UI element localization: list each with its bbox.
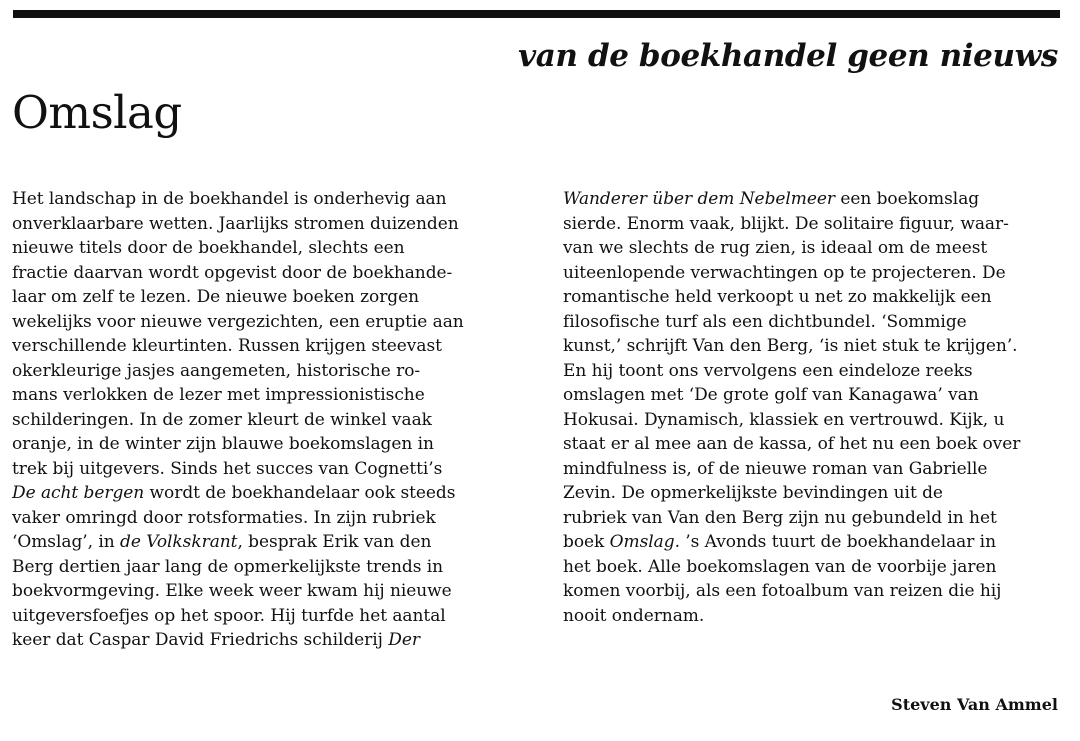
section-kicker: van de boekhandel geen nieuws: [518, 38, 1058, 74]
article-line: [12, 408, 532, 433]
article-line: [563, 481, 1073, 506]
article-line: [563, 383, 1073, 408]
article-line: [12, 187, 532, 212]
article-line: [563, 236, 1073, 261]
article-text: uiteenlopende verwachtingen op te projecteren. De: [563, 262, 1006, 283]
top-rule: [13, 10, 1060, 18]
article-line: [12, 334, 532, 359]
article-line: [12, 628, 532, 653]
article-text: . ’s Avonds tuurt de boekhandelaar in: [674, 532, 996, 552]
article-text: boekvormgeving. Elke week weer kwam hij nieuwe: [12, 581, 452, 601]
article-text: Het landschap in de boekhandel is onderhevig aan: [12, 189, 447, 209]
article-text: van we slechts de rug zien, is ideaal om de meest: [563, 238, 988, 258]
article-line: [563, 212, 1073, 237]
article-text: Zevin. De opmerkelijkste bevindingen uit de: [563, 483, 943, 503]
article-text: rubriek van Van den Berg zijn nu gebundeld in het: [563, 507, 997, 528]
article-line: [12, 555, 532, 580]
article-line: [563, 187, 1073, 212]
article-text: sierde. Enorm vaak, blijkt. De solitaire figuur, waar-: [563, 213, 1009, 234]
article-line: [563, 285, 1073, 310]
author-byline: Steven Van Ammel: [891, 695, 1058, 714]
article-line: [563, 359, 1073, 384]
article-text: verschillende kleurtinten. Russen krijgen steevast: [12, 336, 442, 356]
article-text: keer dat Caspar David Friedrichs schilderij: [12, 630, 389, 650]
article-line: [12, 359, 532, 384]
article-line: [563, 334, 1073, 359]
article-text: nieuwe titels door de boekhandel, slechts een: [12, 238, 405, 258]
article-column-left: [12, 187, 532, 653]
article-text: het boek. Alle boekomslagen van de voorbije jaren: [563, 556, 997, 577]
article-text: romantische held verkoopt u net zo makkelijk een: [563, 287, 992, 307]
article-text: trek bij uitgevers. Sinds het succes van Cognetti’s: [12, 458, 443, 479]
article-text: nooit ondernam.: [563, 605, 705, 626]
article-line: [12, 604, 532, 629]
article-text: kunst,’ schrijft Van den Berg, ‘is niet stuk te krijgen’.: [563, 336, 1018, 356]
article-text: mans verlokken de lezer met impressionistische: [12, 385, 425, 405]
article-line: [12, 432, 532, 457]
article-text: Hokusai. Dynamisch, klassiek en vertrouwd. Kijk, u: [563, 409, 1005, 430]
article-line: [563, 261, 1073, 286]
article-text: , besprak Erik van den: [237, 532, 432, 552]
article-text: oranje, in de winter zijn blauwe boekomslagen in: [12, 434, 434, 454]
article-line: [563, 530, 1073, 555]
article-text: de Volkskrant: [120, 532, 238, 552]
article-text: schilderingen. In de zomer kleurt de winkel vaak: [12, 409, 432, 430]
article-text: Wanderer über dem Nebelmeer: [563, 189, 835, 209]
article-line: [12, 236, 532, 261]
article-line: [12, 506, 532, 531]
article-text: omslagen met ‘De grote golf van Kanagawa’ van: [563, 385, 979, 405]
article-line: [563, 408, 1073, 433]
article-text: wekelijks voor nieuwe vergezichten, een eruptie aan: [12, 311, 464, 332]
article-column-right: [563, 187, 1073, 628]
article-line: [12, 285, 532, 310]
article-line: [563, 310, 1073, 335]
article-text: laar om zelf te lezen. De nieuwe boeken zorgen: [12, 287, 420, 307]
article-line: [563, 555, 1073, 580]
article-text: vaker omringd door rotsformaties. In zijn rubriek: [12, 507, 436, 528]
article-text: komen voorbij, als een fotoalbum van reizen die hij: [563, 581, 1002, 601]
article-line: [563, 506, 1073, 531]
article-text: mindfulness is, of de nieuwe roman van Gabrielle: [563, 458, 988, 479]
article-line: [12, 457, 532, 482]
article-text: filosofische turf als een dichtbundel. ‘Sommige: [563, 311, 967, 332]
article-text: okerkleurige jasjes aangemeten, historische ro-: [12, 360, 421, 381]
article-line: [563, 579, 1073, 604]
article-text: fractie daarvan wordt opgevist door de boekhande-: [12, 262, 453, 283]
article-line: [563, 432, 1073, 457]
article-line: [563, 457, 1073, 482]
article-text: ‘Omslag’, in: [12, 532, 120, 552]
article-text: staat er al mee aan de kassa, of het nu een boek over: [563, 434, 1021, 454]
article-text: onverklaarbare wetten. Jaarlijks stromen duizenden: [12, 213, 459, 234]
article-line: [12, 310, 532, 335]
article-line: [12, 481, 532, 506]
article-text: De acht bergen: [12, 483, 145, 503]
article-text: Omslag: [609, 532, 675, 552]
article-line: [12, 530, 532, 555]
article-line: [12, 212, 532, 237]
article-text: boek: [563, 532, 610, 552]
article-line: [12, 579, 532, 604]
article-text: wordt de boekhandelaar ook steeds: [144, 483, 456, 503]
article-line: [563, 604, 1073, 629]
article-text: En hij toont ons vervolgens een eindeloze reeks: [563, 360, 973, 381]
article-text: Berg dertien jaar lang de opmerkelijkste trends in: [12, 556, 444, 577]
article-text: Der: [388, 630, 420, 650]
article-line: [12, 261, 532, 286]
article-text: een boekomslag: [834, 189, 980, 209]
page-title: Omslag: [12, 86, 182, 139]
article-text: uitgeversfoefjes op het spoor. Hij turfde het aantal: [12, 605, 446, 626]
article-line: [12, 383, 532, 408]
